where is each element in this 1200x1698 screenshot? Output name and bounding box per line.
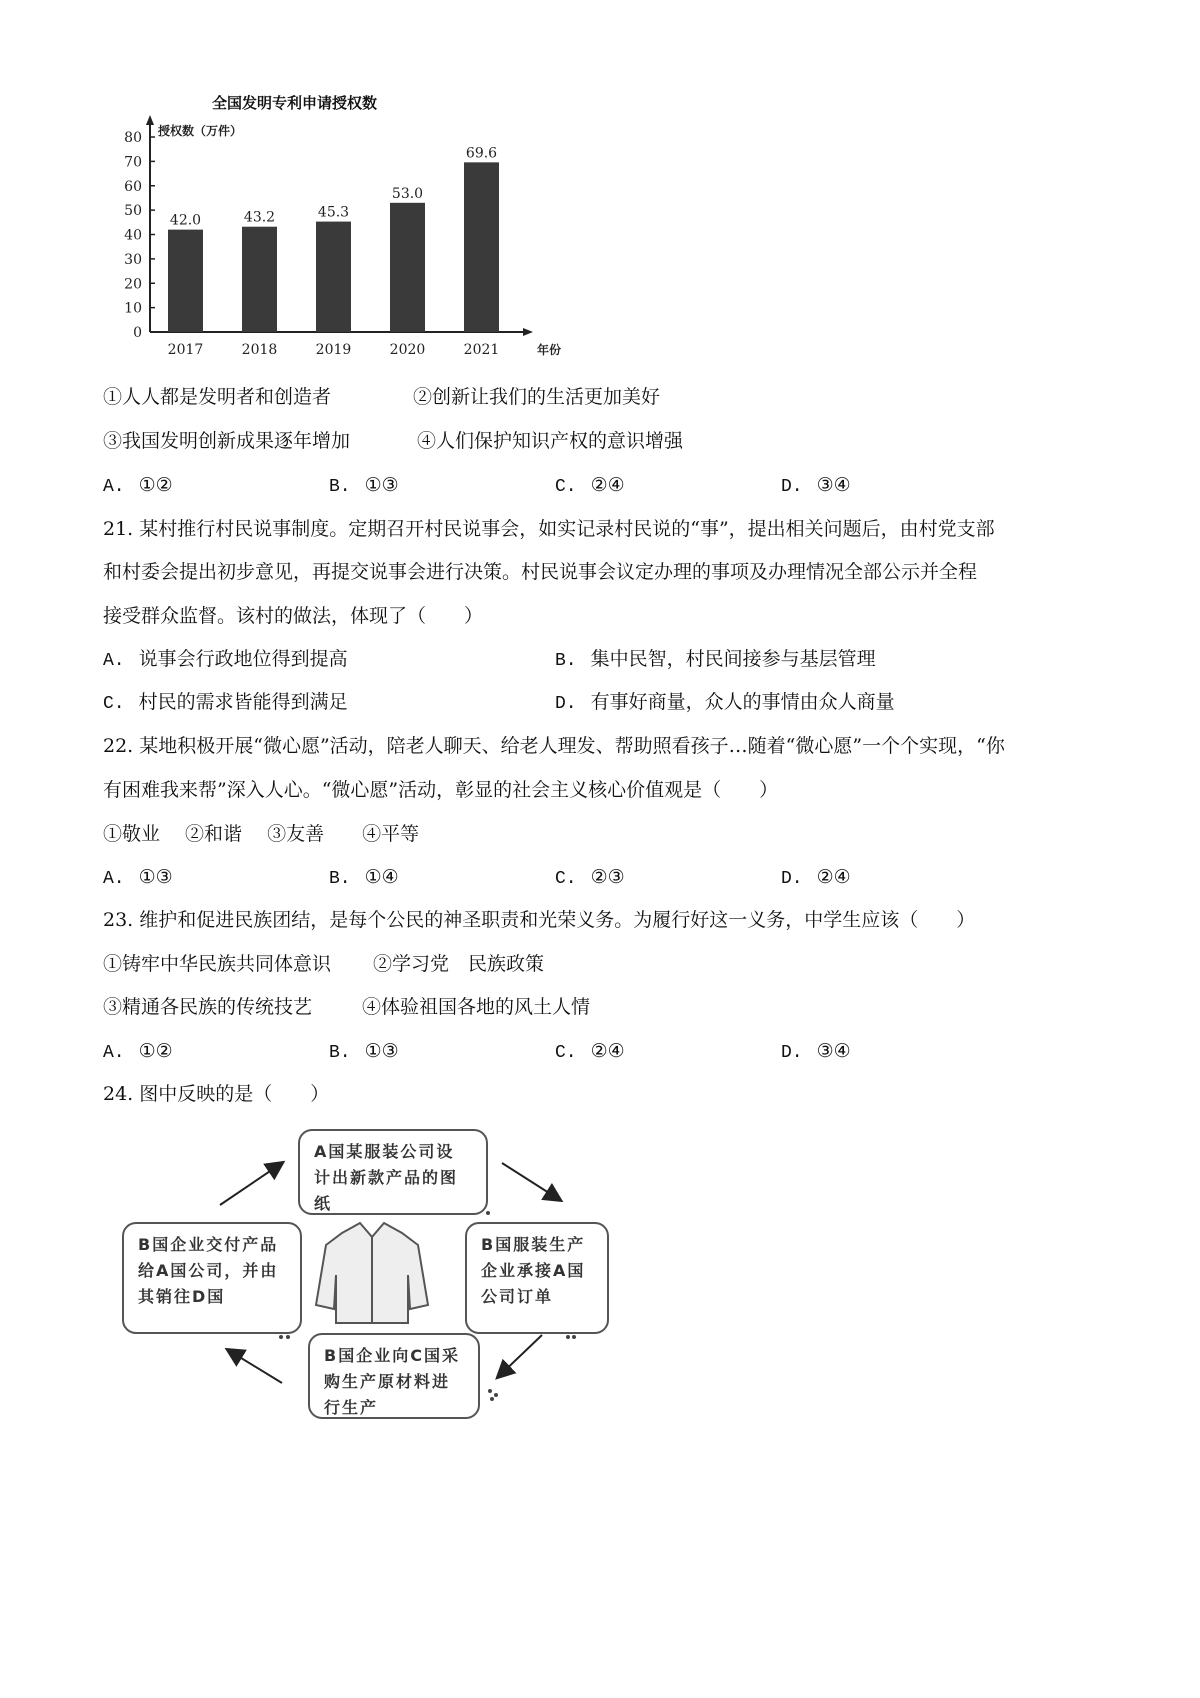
diagram-box-top: A国某服装公司设计出新款产品的图纸 bbox=[298, 1129, 488, 1215]
q23-stem-line-1: 23. 维护和促进民族团结，是每个公民的神圣职责和光荣义务。为履行好这一义务，中学生应该（ ） bbox=[103, 909, 976, 931]
option-text: ②④ bbox=[590, 474, 625, 496]
q20-option-d[interactable] bbox=[781, 473, 851, 499]
option-label: B. bbox=[555, 651, 577, 671]
q20-statement-1: ①人人都是发明者和创造者 bbox=[103, 386, 332, 408]
option-label: B. bbox=[329, 1043, 351, 1063]
y-tick-label: 40 bbox=[124, 227, 142, 244]
option-label: D. bbox=[555, 694, 577, 714]
q23-statement-3: ③精通各民族的传统技艺 bbox=[103, 996, 313, 1018]
q23-option-a[interactable] bbox=[103, 1039, 173, 1065]
q21-stem-line-3: 接受群众监督。该村的做法，体现了（ ） bbox=[103, 605, 484, 627]
option-label: D. bbox=[781, 1043, 803, 1063]
bar bbox=[316, 222, 351, 332]
q22-option-d[interactable] bbox=[781, 865, 851, 891]
option-text: 说事会行政地位得到提高 bbox=[138, 648, 348, 670]
q22-option-a[interactable] bbox=[103, 865, 173, 891]
q22-stem-line-2: 有困难我来帮”深入人心。“微心愿”活动，彰显的社会主义核心价值观是（ ） bbox=[103, 779, 779, 801]
option-text: ①④ bbox=[364, 866, 399, 888]
option-text: ①③ bbox=[364, 1040, 399, 1062]
q23-option-c[interactable] bbox=[555, 1039, 625, 1065]
q20-statement-3: ③我国发明创新成果逐年增加 bbox=[103, 430, 351, 452]
q23-statement-2: ②学习党 民族政策 bbox=[373, 953, 545, 975]
option-label: C. bbox=[555, 477, 577, 497]
chart-title: 全国发明专利申请授权数 bbox=[212, 94, 378, 112]
bar-value-label: 43.2 bbox=[243, 209, 276, 226]
y-axis-label: 授权数（万件） bbox=[158, 124, 243, 138]
option-label: C. bbox=[103, 694, 125, 714]
q23-option-d[interactable] bbox=[781, 1039, 851, 1065]
arrow-top-to-right bbox=[502, 1163, 560, 1200]
q20-option-b[interactable] bbox=[329, 473, 399, 499]
option-text: ①③ bbox=[138, 866, 173, 888]
y-axis-arrow bbox=[146, 115, 154, 125]
bar bbox=[464, 162, 499, 332]
option-text: ③④ bbox=[816, 1040, 851, 1062]
q23-option-b[interactable] bbox=[329, 1039, 399, 1065]
option-label: B. bbox=[329, 869, 351, 889]
diagram-box-right: B国服装生产企业承接A国公司订单 bbox=[465, 1222, 609, 1334]
arrow-bottom-to-left bbox=[228, 1350, 282, 1383]
option-label: A. bbox=[103, 869, 125, 889]
y-tick-label: 50 bbox=[124, 203, 142, 220]
x-axis-arrow bbox=[523, 328, 533, 336]
y-tick-label: 0 bbox=[133, 325, 142, 341]
q22-statements: ①敬业 ②和谐 ③友善 ④平等 bbox=[103, 823, 420, 845]
diagram-box-left: B国企业交付产品给A国公司，并由其销往D国 bbox=[122, 1222, 302, 1334]
q20-option-a[interactable] bbox=[103, 473, 173, 499]
option-label: A. bbox=[103, 1043, 125, 1063]
option-label: C. bbox=[555, 1043, 577, 1063]
option-text: 集中民智，村民间接参与基层管理 bbox=[590, 648, 876, 670]
bar-chart bbox=[118, 108, 562, 378]
option-text: ②④ bbox=[590, 1040, 625, 1062]
y-tick-label: 60 bbox=[124, 178, 142, 195]
bar bbox=[390, 203, 425, 332]
y-tick-label: 10 bbox=[124, 300, 142, 317]
option-text: ②③ bbox=[590, 866, 625, 888]
option-text: ①③ bbox=[364, 474, 399, 496]
option-text: ①② bbox=[138, 1040, 173, 1062]
q21-option-a[interactable] bbox=[103, 647, 348, 673]
x-tick-label: 2020 bbox=[389, 342, 426, 358]
option-text: ③④ bbox=[816, 474, 851, 496]
q22-option-c[interactable] bbox=[555, 865, 625, 891]
diagram-box-bottom: B国企业向C国采购生产原材料进行生产 bbox=[308, 1333, 480, 1419]
jacket-icon bbox=[316, 1223, 428, 1323]
q24-stem: 24. 图中反映的是（ ） bbox=[103, 1083, 330, 1105]
q23-statement-4: ④体验祖国各地的风土人情 bbox=[362, 996, 591, 1018]
arrow-left-to-top bbox=[220, 1163, 282, 1205]
option-label: D. bbox=[781, 869, 803, 889]
option-text: 有事好商量，众人的事情由众人商量 bbox=[590, 691, 895, 713]
option-label: D. bbox=[781, 477, 803, 497]
q21-option-b[interactable] bbox=[555, 647, 876, 673]
q21-option-d[interactable] bbox=[555, 690, 895, 716]
q20-statement-2: ②创新让我们的生活更加美好 bbox=[413, 386, 661, 408]
q23-statement-1: ①铸牢中华民族共同体意识 bbox=[103, 953, 332, 975]
y-tick-label: 80 bbox=[124, 130, 142, 146]
q21-option-c[interactable] bbox=[103, 690, 348, 716]
bar-value-label: 53.0 bbox=[391, 185, 424, 202]
q20-option-c[interactable] bbox=[555, 473, 625, 499]
x-tick-label: 2017 bbox=[167, 342, 204, 358]
q21-stem-line-2: 和村委会提出初步意见，再提交说事会进行决策。村民说事会议定办理的事项及办理情况全部公示并全程 bbox=[103, 561, 978, 583]
bar-value-label: 42.0 bbox=[169, 212, 202, 229]
x-axis-label: 年份 bbox=[537, 343, 562, 357]
q22-option-b[interactable] bbox=[329, 865, 399, 891]
y-tick-label: 30 bbox=[124, 251, 142, 268]
x-tick-label: 2019 bbox=[315, 342, 352, 358]
arrow-right-to-bottom bbox=[498, 1335, 542, 1377]
q22-stem-line-1: 22. 某地积极开展“微心愿”活动，陪老人聊天、给老人理发、帮助照看孩子…随着“微心愿”一个个实现，“你 bbox=[103, 735, 1005, 757]
q20-statement-4: ④人们保护知识产权的意识增强 bbox=[417, 430, 684, 452]
option-text: 村民的需求皆能得到满足 bbox=[138, 691, 348, 713]
option-label: A. bbox=[103, 477, 125, 497]
y-tick-label: 20 bbox=[124, 276, 142, 293]
option-text: ①② bbox=[138, 474, 173, 496]
bar bbox=[242, 227, 277, 332]
supply-chain-diagram bbox=[110, 1125, 630, 1425]
q21-stem-line-1: 21. 某村推行村民说事制度。定期召开村民说事会，如实记录村民说的“事”，提出相关问题后，由村党支部 bbox=[103, 518, 995, 540]
bar bbox=[168, 230, 203, 332]
option-label: B. bbox=[329, 477, 351, 497]
y-tick-label: 70 bbox=[124, 154, 142, 171]
bar-value-label: 69.6 bbox=[465, 145, 498, 162]
option-text: ②④ bbox=[816, 866, 851, 888]
option-label: A. bbox=[103, 651, 125, 671]
x-tick-label: 2021 bbox=[463, 342, 500, 358]
option-label: C. bbox=[555, 869, 577, 889]
x-tick-label: 2018 bbox=[241, 342, 278, 358]
bar-value-label: 45.3 bbox=[317, 204, 350, 221]
